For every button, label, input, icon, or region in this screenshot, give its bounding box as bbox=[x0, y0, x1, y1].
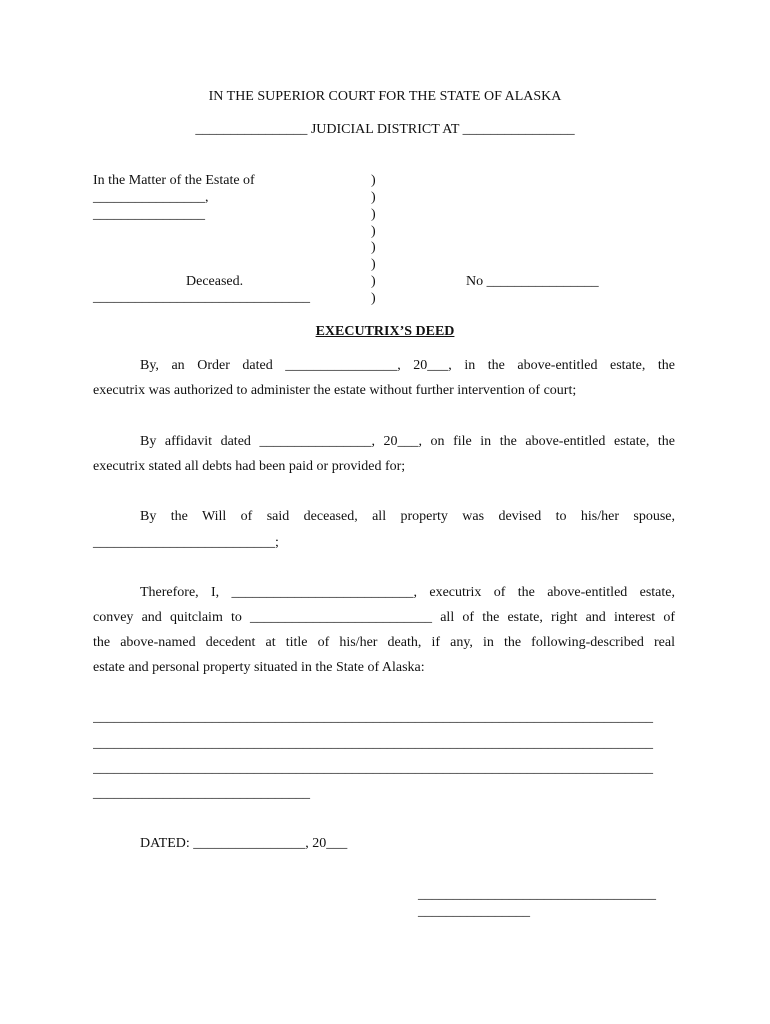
caption-paren: ) bbox=[371, 274, 376, 289]
property-description-line: ________________________________________________________________________________ bbox=[93, 761, 653, 776]
paragraph-affidavit-line2: executrix stated all debts had been paid or provided for; bbox=[93, 459, 406, 474]
caption-paren: ) bbox=[371, 291, 376, 306]
paragraph-affidavit-line1: By affidavit dated ________________, 20___, on file in the above-entitled estate, the bbox=[140, 434, 675, 449]
paragraph-conveyance-line2: convey and quitclaim to __________________________ all of the estate, right and interest of bbox=[93, 610, 675, 625]
property-description-line: ________________________________________________________________________________ bbox=[93, 736, 653, 751]
caption-paren: ) bbox=[371, 190, 376, 205]
paragraph-order-line1: By, an Order dated ________________, 20___, in the above-entitled estate, the bbox=[140, 358, 675, 373]
property-description-line-short: _______________________________ bbox=[93, 786, 310, 801]
dated-line: DATED: ________________, 20___ bbox=[140, 836, 348, 851]
caption-paren: ) bbox=[371, 207, 376, 222]
paragraph-conveyance-line3: the above-named decedent at title of his/her death, if any, in the following-described real bbox=[93, 635, 675, 650]
caption-paren: ) bbox=[371, 224, 376, 239]
estate-name-blank-1: ________________, bbox=[93, 190, 209, 205]
deceased-label: Deceased. bbox=[186, 274, 244, 289]
caption-bottom-line: _______________________________ bbox=[93, 290, 310, 305]
estate-matter-label: In the Matter of the Estate of bbox=[93, 173, 255, 188]
caption-paren: ) bbox=[371, 240, 376, 255]
case-number-field: No ________________ bbox=[466, 274, 599, 289]
signature-line: __________________________________ bbox=[418, 887, 656, 902]
court-heading: IN THE SUPERIOR COURT FOR THE STATE OF ALASKA bbox=[208, 89, 562, 104]
document-title: EXECUTRIX’S DEED bbox=[315, 324, 455, 339]
caption-paren: ) bbox=[371, 257, 376, 272]
caption-paren: ) bbox=[371, 173, 376, 188]
estate-name-blank-2: ________________ bbox=[93, 207, 205, 222]
paragraph-conveyance-line4: estate and personal property situated in the State of Alaska: bbox=[93, 660, 425, 675]
judicial-district-line: ________________ JUDICIAL DISTRICT AT ________________ bbox=[195, 122, 575, 137]
paragraph-will-line1: By the Will of said deceased, all property was devised to his/her spouse, bbox=[140, 509, 675, 524]
signature-name-line: ________________ bbox=[418, 904, 530, 919]
paragraph-conveyance-line1: Therefore, I, __________________________, executrix of the above-entitled estate, bbox=[140, 585, 675, 600]
paragraph-will-line2: __________________________; bbox=[93, 535, 279, 550]
property-description-line: ________________________________________________________________________________ bbox=[93, 710, 653, 725]
paragraph-order-line2: executrix was authorized to administer the estate without further intervention of court; bbox=[93, 383, 577, 398]
